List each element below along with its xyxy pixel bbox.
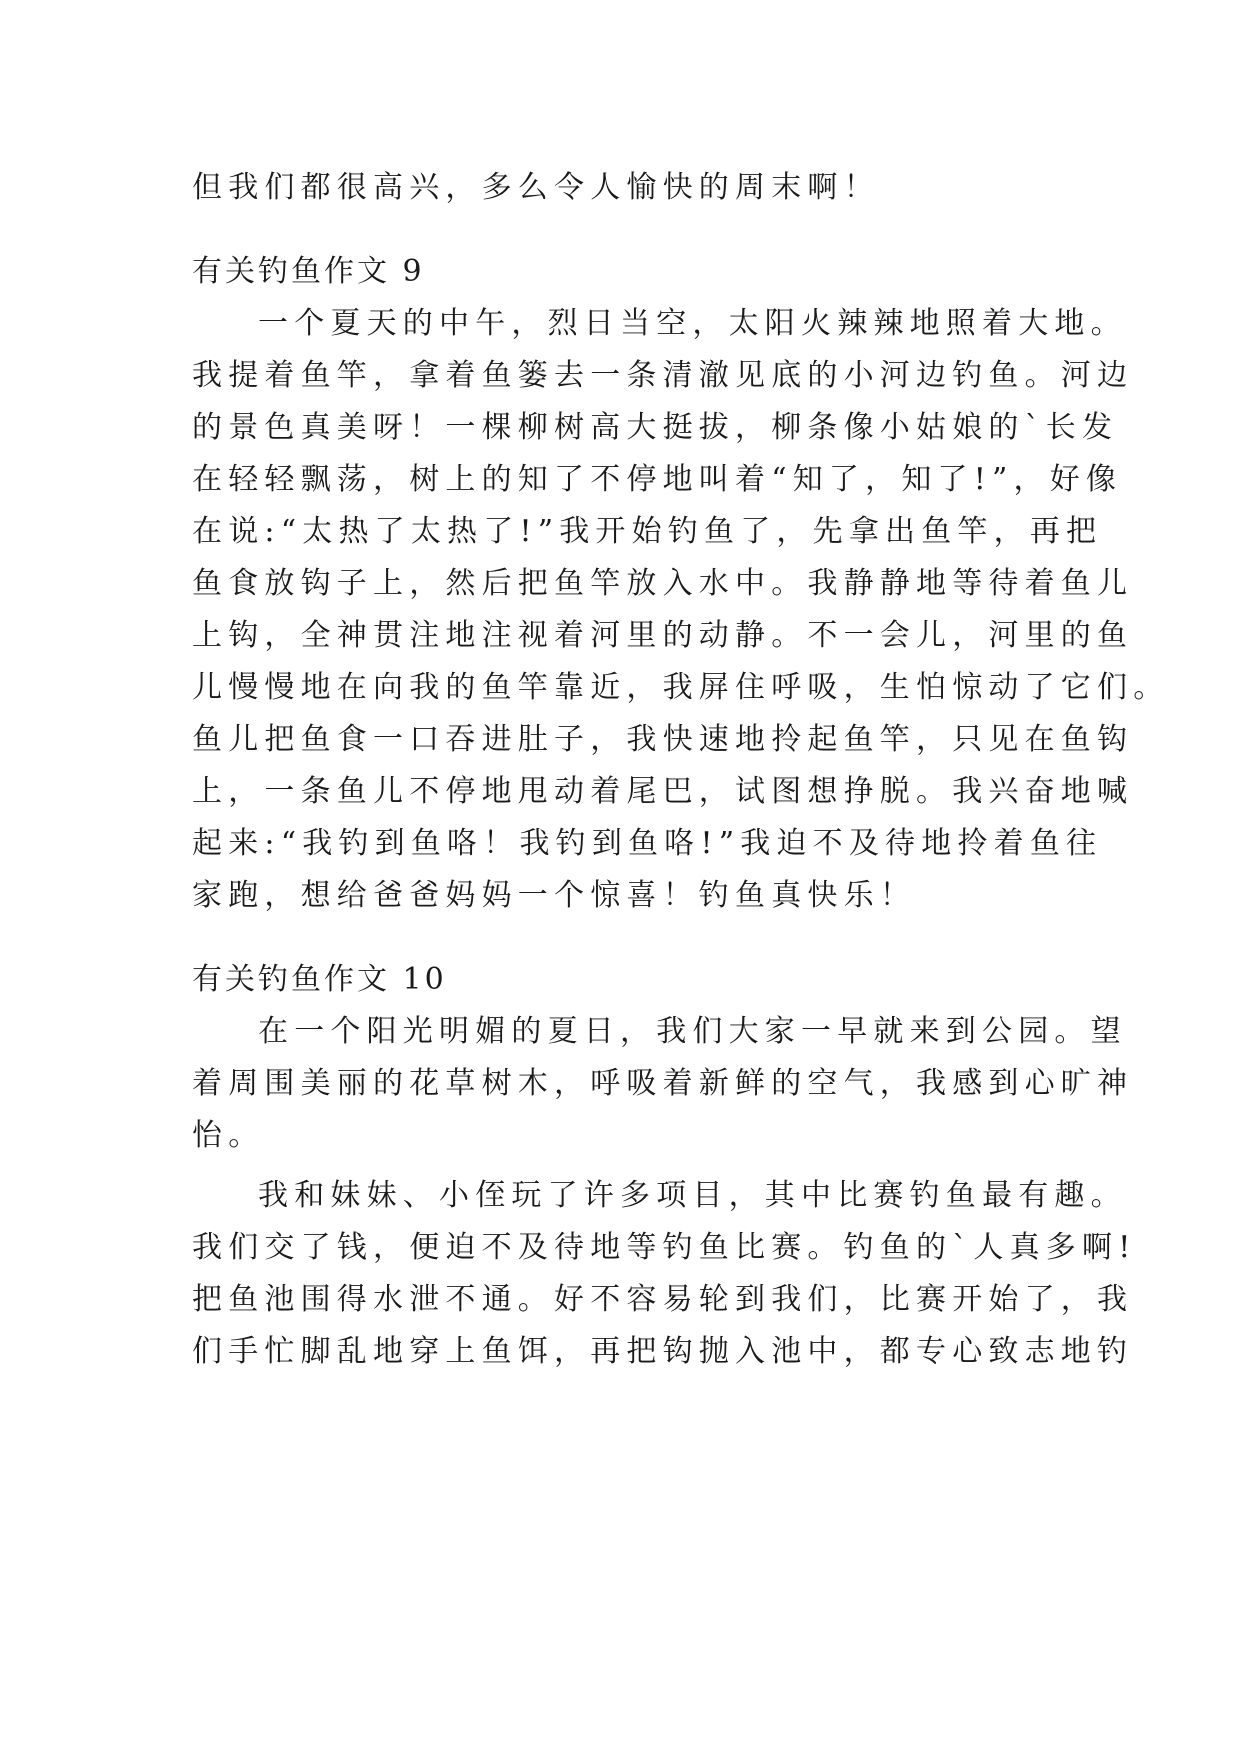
section-heading-9: 有关钓鱼作文 9	[192, 254, 425, 289]
paragraph-10b-line-1: 我和妹妹、小侄玩了许多项目，其中比赛钓鱼最有趣。	[258, 1178, 1127, 1213]
paragraph-10a-line-1: 在一个阳光明媚的夏日，我们大家一早就来到公园。望	[258, 1014, 1127, 1049]
paragraph-9-line-8: 儿慢慢地在向我的鱼竿靠近，我屏住呼吸，生怕惊动了它们。	[192, 670, 1170, 705]
paragraph-10b-line-3: 把鱼池围得水泄不通。好不容易轮到我们，比赛开始了，我	[192, 1282, 1134, 1317]
paragraph-9-line-7: 上钩，全神贯注地注视着河里的动静。不一会儿，河里的鱼	[192, 618, 1134, 653]
paragraph-9-line-4: 在轻轻飘荡，树上的知了不停地叫着“知了，知了!”，好像	[192, 462, 1123, 497]
paragraph-10a-line-3: 怡。	[192, 1118, 265, 1153]
paragraph-10b-line-4: 们手忙脚乱地穿上鱼饵，再把钩抛入池中，都专心致志地钓	[192, 1334, 1134, 1369]
paragraph-9-line-9: 鱼儿把鱼食一口吞进肚子，我快速地拎起鱼竿，只见在鱼钩	[192, 722, 1134, 757]
paragraph-9-line-10: 上，一条鱼儿不停地甩动着尾巴，试图想挣脱。我兴奋地喊	[192, 774, 1134, 809]
paragraph-9-line-12: 家跑，想给爸爸妈妈一个惊喜！钓鱼真快乐！	[192, 878, 916, 913]
paragraph-10a-line-2: 着周围美丽的花草树木，呼吸着新鲜的空气，我感到心旷神	[192, 1066, 1134, 1101]
paragraph-9-line-5: 在说:“太热了太热了!”我开始钓鱼了，先拿出鱼竿，再把	[192, 514, 1103, 549]
section-heading-10: 有关钓鱼作文 10	[192, 962, 447, 997]
paragraph-9-line-11: 起来:“我钓到鱼咯！我钓到鱼咯!”我迫不及待地拎着鱼往	[192, 826, 1103, 861]
paragraph-9-line-6: 鱼食放钩子上，然后把鱼竿放入水中。我静静地等待着鱼儿	[192, 566, 1134, 601]
paragraph-9-line-2: 我提着鱼竿，拿着鱼篓去一条清澈见底的小河边钓鱼。河边	[192, 358, 1134, 393]
paragraph-9-line-3: 的景色真美呀！一棵柳树高大挺拔，柳条像小姑娘的`长发	[192, 410, 1119, 445]
paragraph-10b-line-2: 我们交了钱，便迫不及待地等钓鱼比赛。钓鱼的`人真多啊!	[192, 1230, 1137, 1265]
text-line-1: 但我们都很高兴，多么令人愉快的周末啊！	[192, 170, 880, 205]
paragraph-9-line-1: 一个夏天的中午，烈日当空，太阳火辣辣地照着大地。	[258, 306, 1127, 341]
